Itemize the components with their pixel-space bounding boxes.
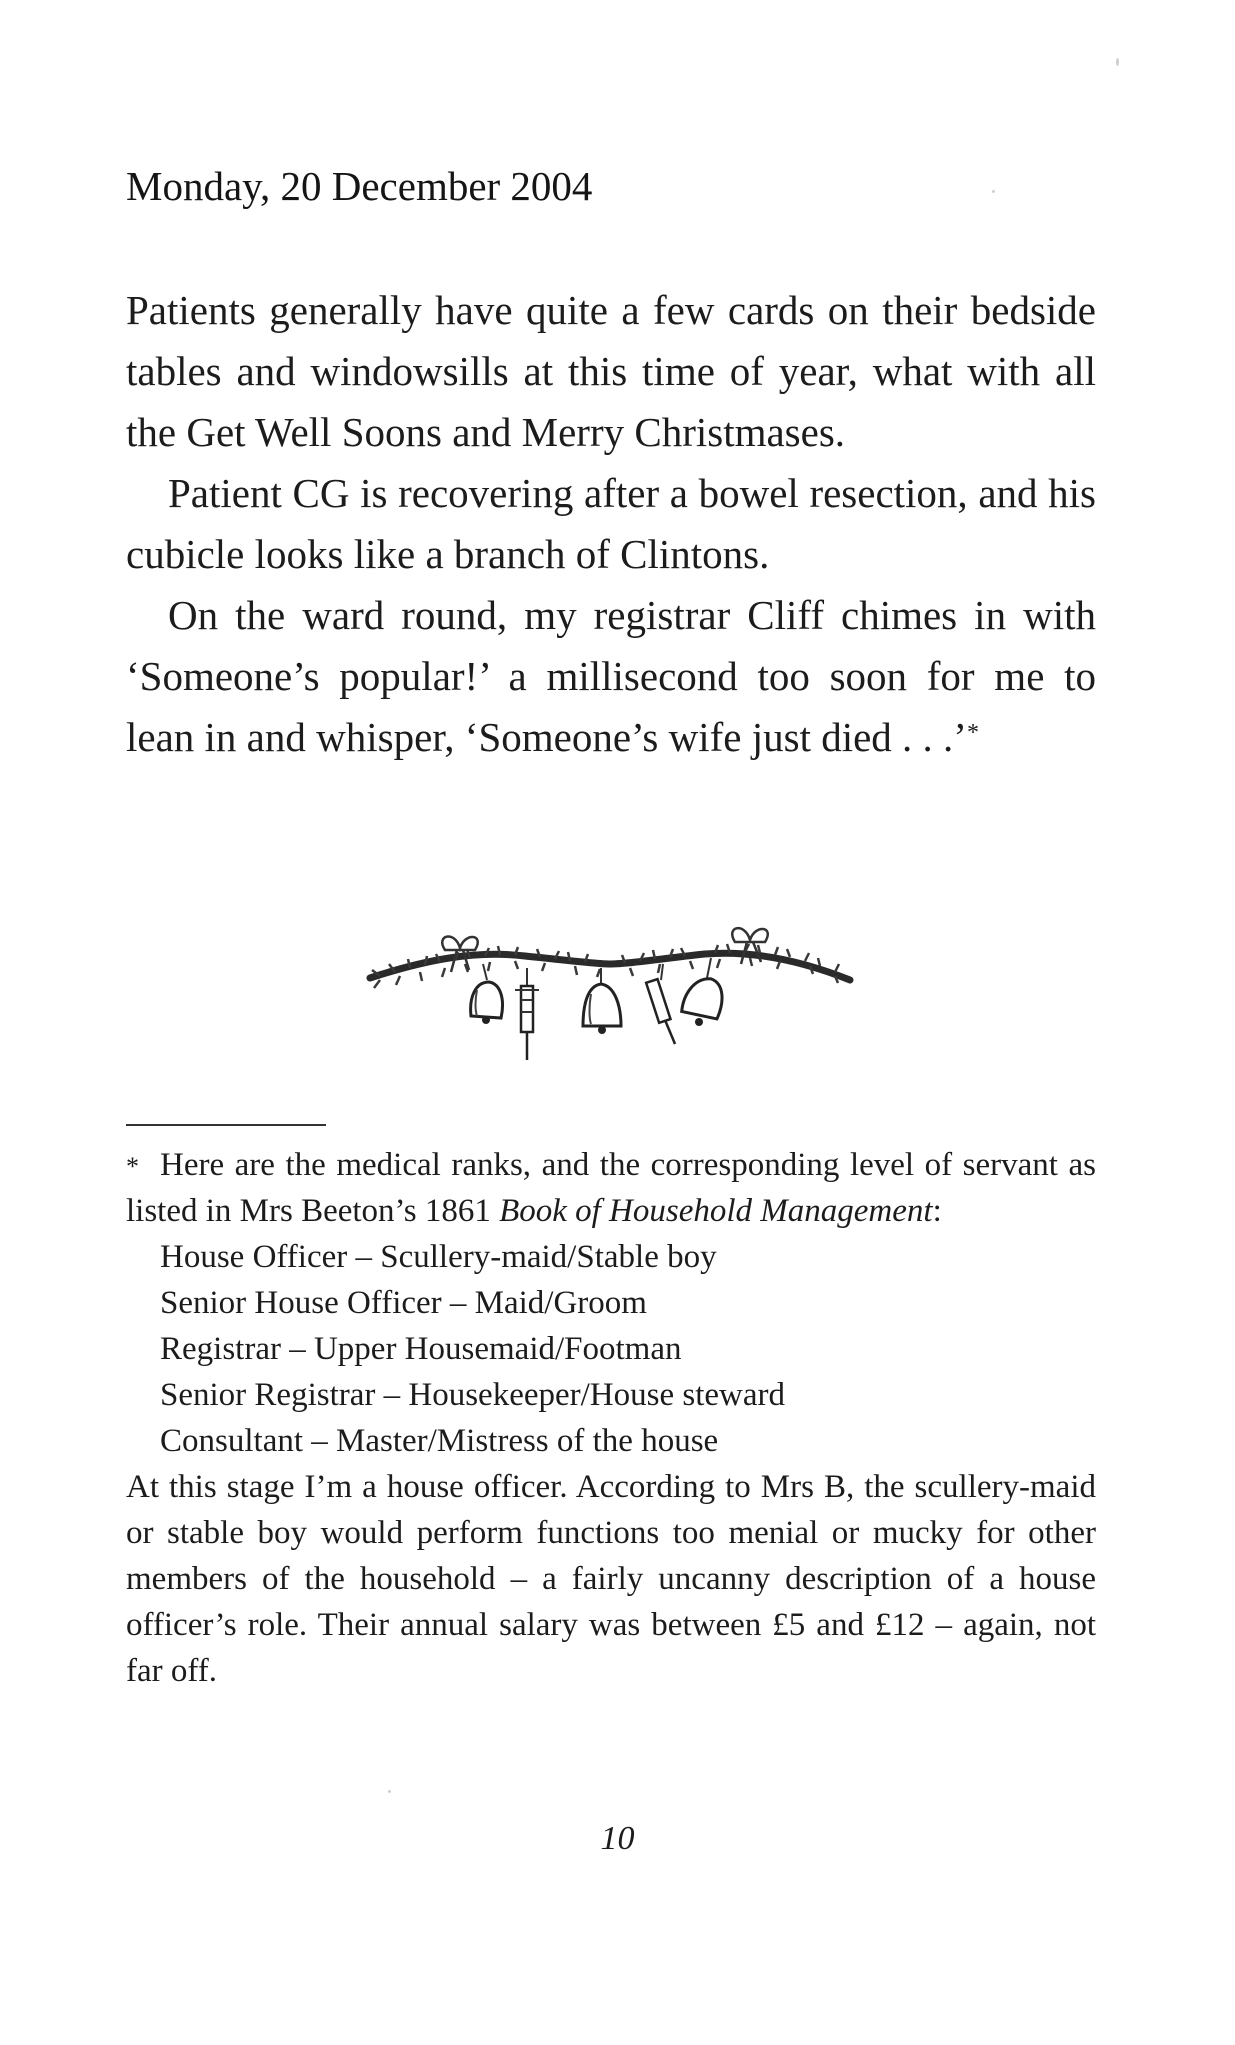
footnote-rule <box>126 1124 326 1126</box>
paper-speck <box>1116 58 1119 66</box>
footnote-book-title: Book of Household Management <box>499 1193 933 1229</box>
rank-item: Registrar – Upper Housemaid/Footman <box>160 1331 682 1367</box>
rank-item: House Officer – Scullery-maid/Stable boy <box>160 1239 717 1275</box>
paragraph-2: Patient CG is recovering after a bowel resection, and his cubicle looks like a branch of Clintons. <box>126 470 1096 577</box>
rank-item: Senior House Officer – Maid/Groom <box>160 1285 647 1321</box>
rank-item: Senior Registrar – Housekeeper/House steward <box>160 1377 785 1413</box>
paper-speck <box>992 190 995 193</box>
entry-date-heading: Monday, 20 December 2004 <box>126 163 593 209</box>
footnote-intro-end: : <box>932 1193 942 1229</box>
rank-item: Consultant – Master/Mistress of the house <box>160 1423 719 1459</box>
paper-speck <box>388 1790 391 1793</box>
entry-body <box>126 280 1096 768</box>
footnote-intro-text: Here are the medical ranks, and the corresponding level of servant as listed in Mrs Beeton’s 1861 <box>126 1147 1096 1229</box>
paragraph-1: Patients generally have quite a few cards on their bedside tables and windowsills at this time of year, what with all the Get Well Soons and Merry Christmases. <box>126 287 1096 455</box>
page-number: 10 <box>600 1820 635 1857</box>
footnote-conclusion: At this stage I’m a house officer. According to Mrs B, the scullery-maid or stable boy would perform functions too menial or mucky for other members of the household – a fairly uncanny description of a house officer’s role. Their annual salary was between £5 and £12 – again, not far off. <box>126 1469 1096 1689</box>
garland-bells-syringes-icon <box>365 920 855 1080</box>
footnote <box>126 1142 1096 1694</box>
rank-list <box>126 1234 1096 1464</box>
footnote-marker: * <box>126 1152 139 1181</box>
paragraph-3 <box>126 585 1096 768</box>
footnote-reference-marker: * <box>966 720 979 746</box>
paragraph-3-text: On the ward round, my registrar Cliff chimes in with ‘Someone’s popular!’ a millisecond too soon for me to lean in and whisper, ‘Someone’s wife just died . . .’ <box>126 592 1096 760</box>
footnote-intro <box>126 1142 1096 1234</box>
